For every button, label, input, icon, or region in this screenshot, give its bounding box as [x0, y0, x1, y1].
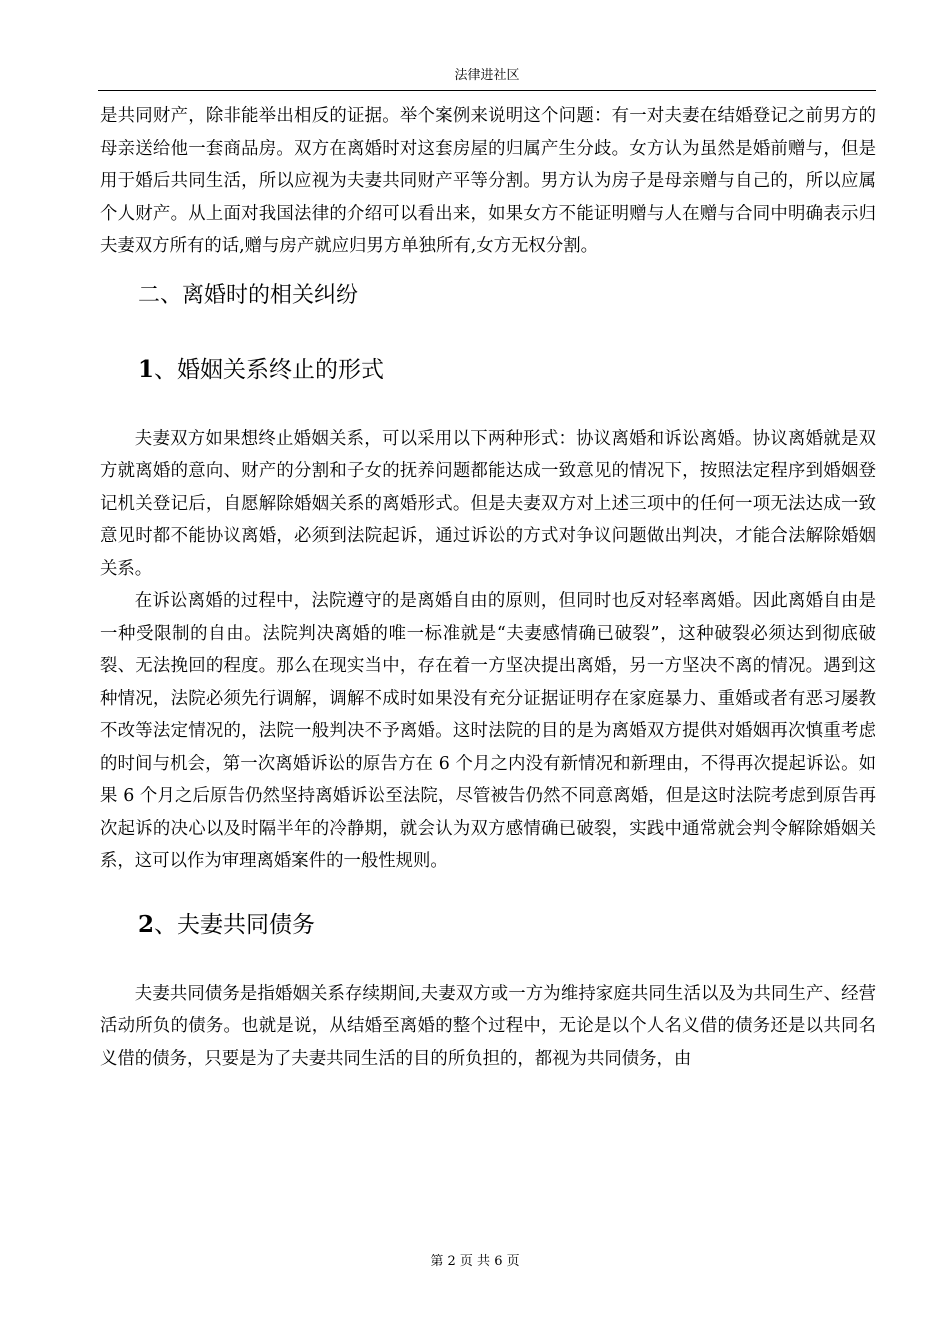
document-body	[100, 100, 876, 1075]
subsection-number: 2	[138, 910, 155, 938]
paragraph-divorce-forms: 夫妻双方如果想终止婚姻关系，可以采用以下两种形式：协议离婚和诉讼离婚。协议离婚就是双方就离婚的意向、财产的分割和子女的抚养问题都能达成一致意见的情况下，按照法定程序到婚姻登记机关登记后，自愿解除婚姻关系的离婚形式。但是夫妻双方对上述三项中的任何一项无法达成一致意见时都不能协议离婚，必须到法院起诉，通过诉讼的方式对争议问题做出判决，才能合法解除婚姻关系。	[100, 428, 876, 579]
header-title: 法律进社区	[454, 68, 520, 83]
section-heading-divorce-disputes: 二、离婚时的相关纠纷	[138, 282, 359, 308]
subsection-title: 、夫妻共同债务	[154, 911, 316, 938]
subsection-heading-joint-debts	[138, 910, 876, 940]
spacer	[100, 940, 876, 978]
paragraph-property-case: 是共同财产，除非能举出相反的证据。举个案例来说明这个问题：有一对夫妻在结婚登记之前男方的母亲送给他一套商品房。双方在离婚时对这套房屋的归属产生分歧。女方认为虽然是婚前赠与，但是用于婚后共同生活，所以应视为夫妻共同财产平等分割。男方认为房子是母亲赠与自己的，所以应属个人财产。从上面对我国法律的介绍可以看出来，如果女方不能证明赠与人在赠与合同中明确表示归夫妻双方所有的话,赠与房产就应归男方单独所有,女方无权分割。	[100, 106, 876, 256]
subsection-title: 、婚姻关系终止的形式	[154, 356, 385, 383]
subsection-number: 1	[138, 355, 155, 383]
subsection-heading-termination-forms	[138, 355, 876, 385]
paragraph-joint-debts: 夫妻共同债务是指婚姻关系存续期间,夫妻双方或一方为维持家庭共同生活以及为共同生产、经营活动所负的债务。也就是说，从结婚至离婚的整个过程中，无论是以个人名义借的债务还是以共同名义借的债务，只要是为了夫妻共同生活的目的所负担的，都视为共同债务，由	[100, 983, 876, 1069]
page-header	[98, 66, 876, 91]
page-footer	[0, 1252, 950, 1272]
spacer	[100, 385, 876, 423]
page-number: 第 2 页 共 6 页	[430, 1254, 520, 1269]
paragraph-litigation-divorce: 在诉讼离婚的过程中，法院遵守的是离婚自由的原则，但同时也反对轻率离婚。因此离婚自由是一种受限制的自由。法院判决离婚的唯一标准就是“夫妻感情确已破裂”，这种破裂必须达到彻底破裂、无法挽回的程度。那么在现实当中，存在着一方坚决提出离婚，另一方坚决不离的情况。遇到这种情况，法院必须先行调解，调解不成时如果没有充分证据证明存在家庭暴力、重婚或者有恶习屡教不改等法定情况的，法院一般判决不予离婚。这时法院的目的是为离婚双方提供对婚姻再次慎重考虑的时间与机会，第一次离婚诉讼的原告方在 6 个月之内没有新情况和新理由，不得再次提起诉讼。如果 6 个月之后原告仍然坚持离婚诉讼至法院，尽管被告仍然不同意离婚，但是这时法院考虑到原告再次起诉的决心以及时隔半年的冷静期，就会认为双方感情确已破裂，实践中通常就会判令解除婚姻关系，这可以作为审理离婚案件的一般性规则。	[100, 591, 876, 871]
